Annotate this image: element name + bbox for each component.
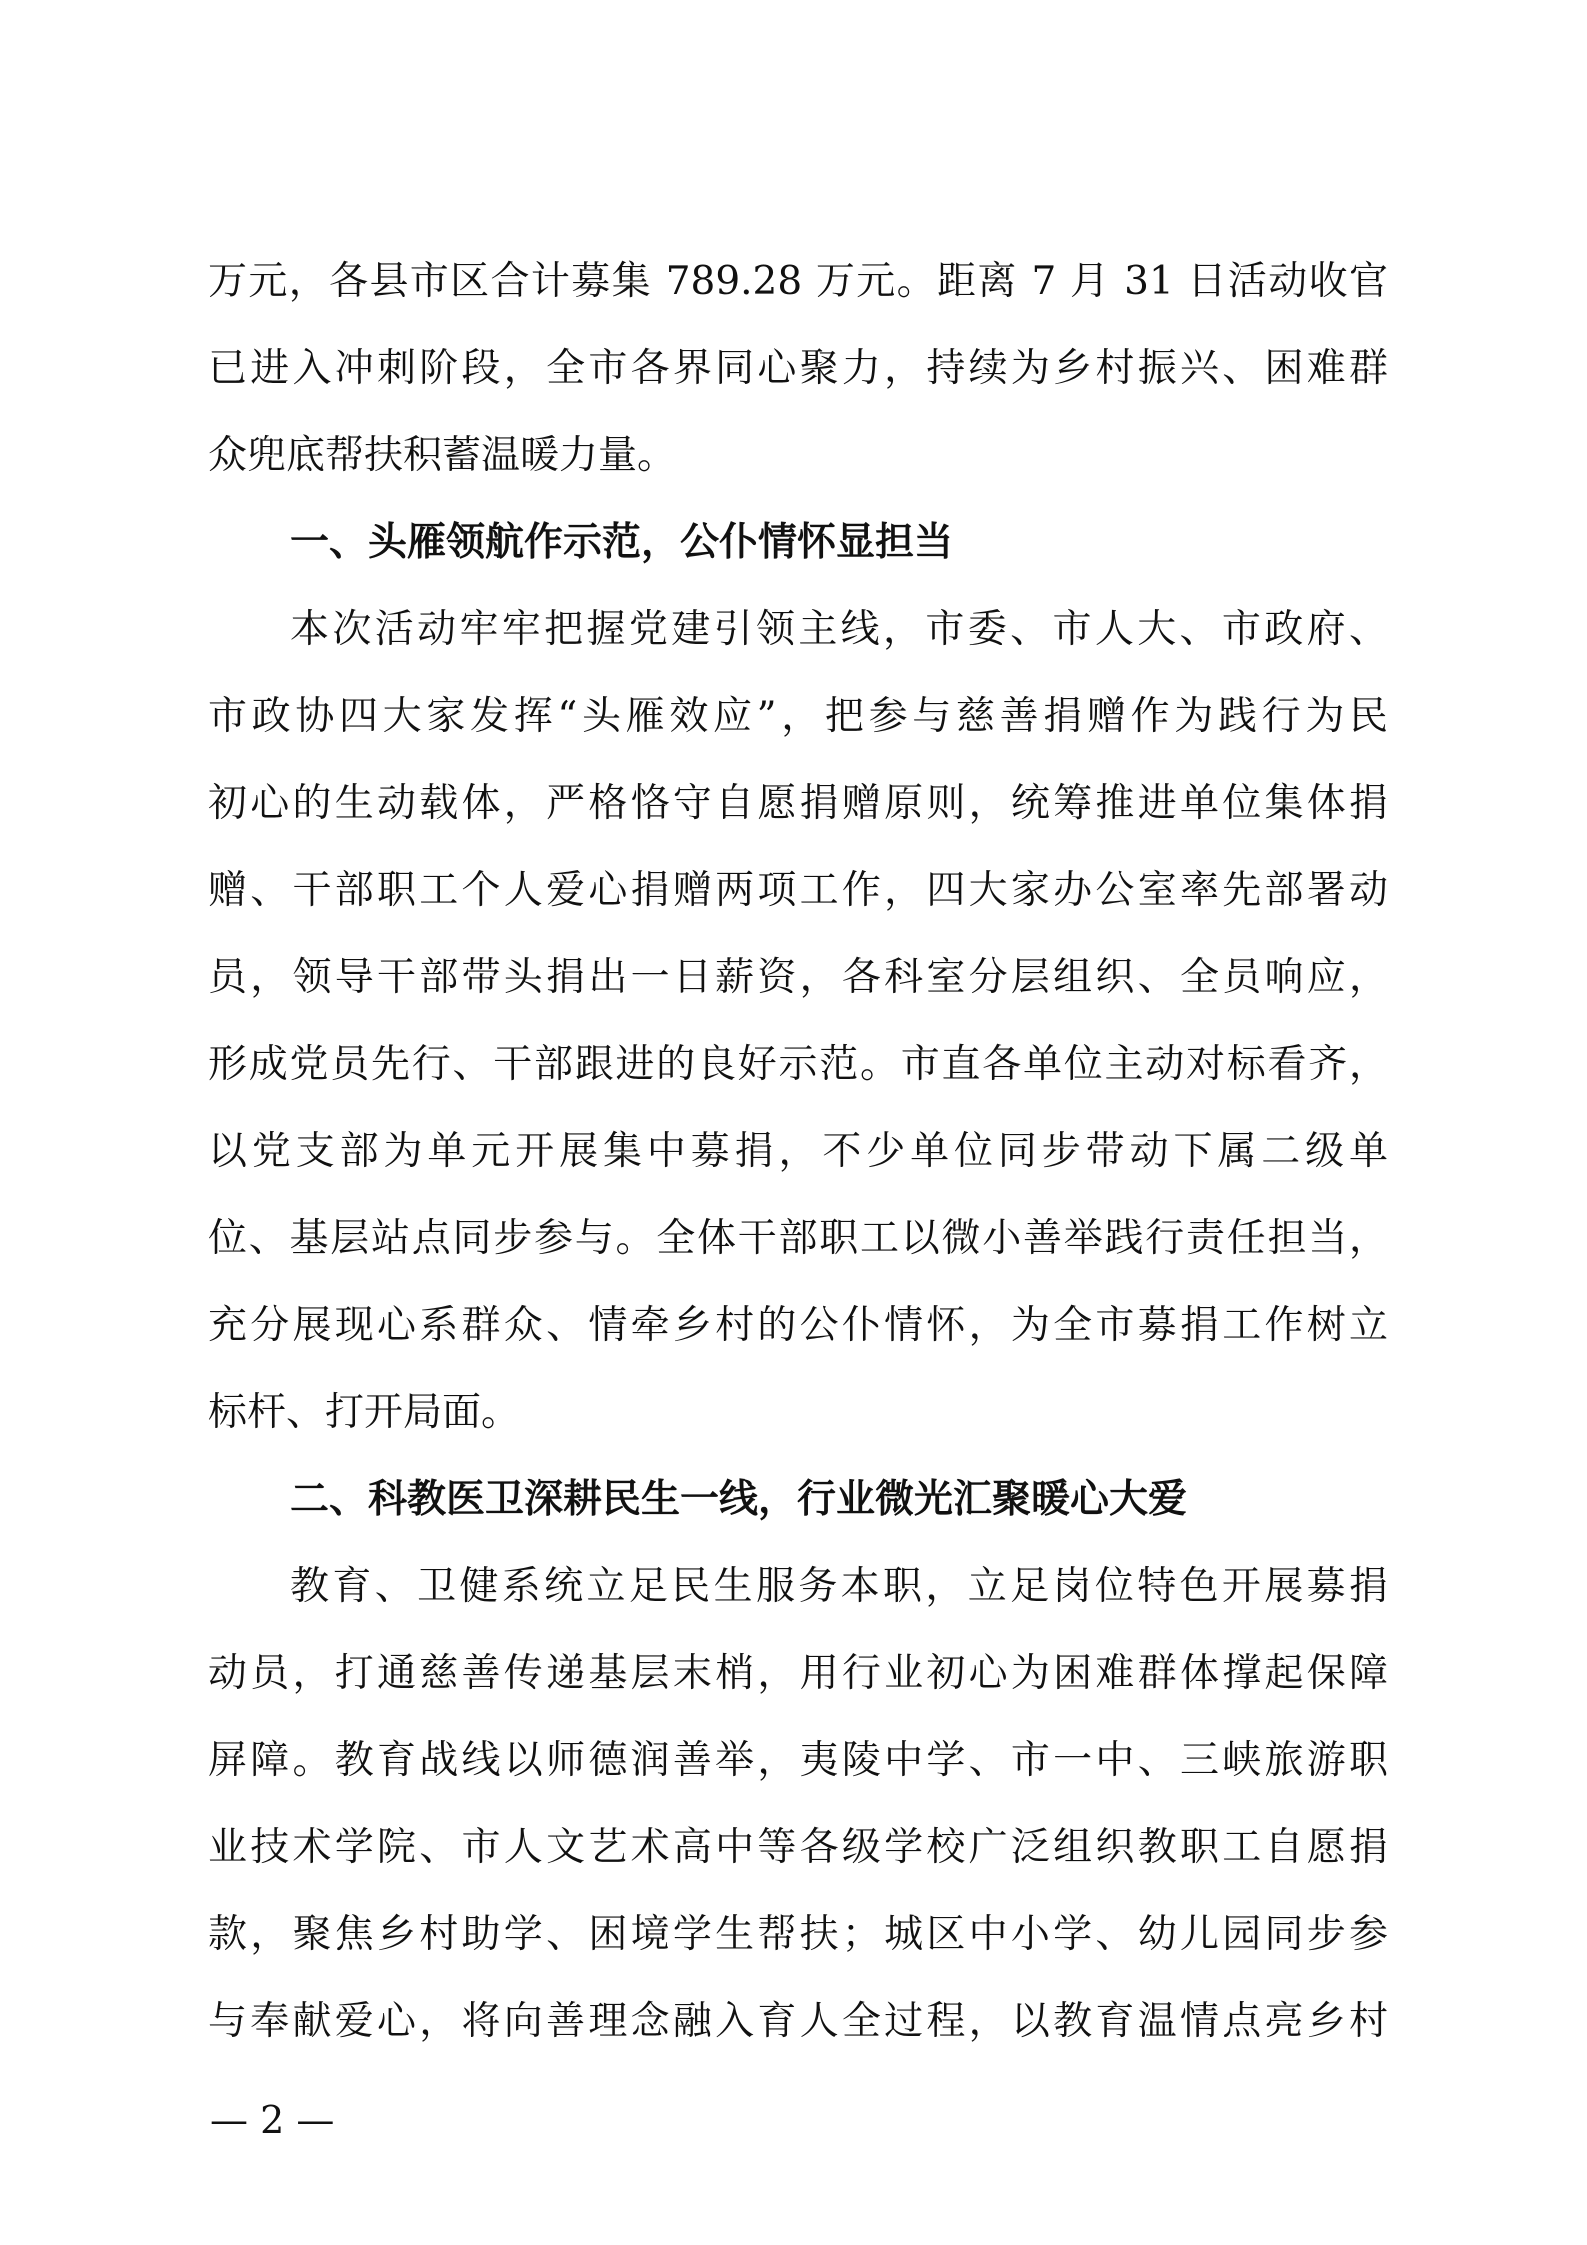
body-line: 业技术学院、市人文艺术高中等各级学校广泛组织教职工自愿捐	[208, 1825, 1388, 1870]
paragraph-intro-continued	[208, 238, 1388, 499]
body-line: 动员，打通慈善传递基层末梢，用行业初心为困难群体撑起保障	[208, 1651, 1388, 1696]
paragraph-section-2	[208, 1543, 1388, 2065]
body-line: 款，聚焦乡村助学、困境学生帮扶；城区中小学、幼儿园同步参	[208, 1912, 1388, 1957]
document-body	[208, 238, 1388, 2065]
body-line: 已进入冲刺阶段，全市各界同心聚力，持续为乡村振兴、困难群	[208, 346, 1388, 391]
section-heading-1: 一、头雁领航作示范，公仆情怀显担当	[290, 520, 954, 565]
page-number: — 2 —	[210, 2098, 335, 2142]
section-heading-2: 二、科教医卫深耕民生一线，行业微光汇聚暖心大爱	[290, 1477, 1188, 1522]
body-line: 初心的生动载体，严格恪守自愿捐赠原则，统筹推进单位集体捐	[208, 781, 1388, 826]
body-line: 标杆、打开局面。	[208, 1390, 521, 1435]
body-line: 屏障。教育战线以师德润善举，夷陵中学、市一中、三峡旅游职	[208, 1738, 1388, 1783]
body-line: 市政协四大家发挥“头雁效应”，把参与慈善捐赠作为践行为民	[208, 694, 1388, 739]
body-line: 本次活动牢牢把握党建引领主线，市委、市人大、市政府、	[290, 607, 1388, 652]
paragraph-section-1	[208, 586, 1388, 1456]
body-line: 员，领导干部带头捐出一日薪资，各科室分层组织、全员响应，	[208, 955, 1388, 1000]
body-line: 赠、干部职工个人爱心捐赠两项工作，四大家办公室率先部署动	[208, 868, 1388, 913]
body-line: 形成党员先行、干部跟进的良好示范。市直各单位主动对标看齐，	[208, 1042, 1388, 1087]
body-line: 以党支部为单元开展集中募捐，不少单位同步带动下属二级单	[208, 1129, 1388, 1174]
body-line: 万元，各县市区合计募集 789.28 万元。距离 7 月 31 日活动收官	[208, 259, 1388, 304]
body-line: 位、基层站点同步参与。全体干部职工以微小善举践行责任担当，	[208, 1216, 1388, 1261]
body-line: 众兜底帮扶积蓄温暖力量。	[208, 433, 677, 478]
body-line: 教育、卫健系统立足民生服务本职，立足岗位特色开展募捐	[290, 1564, 1388, 1609]
body-line: 与奉献爱心，将向善理念融入育人全过程，以教育温情点亮乡村	[208, 1999, 1388, 2044]
body-line: 充分展现心系群众、情牵乡村的公仆情怀，为全市募捐工作树立	[208, 1303, 1388, 1348]
